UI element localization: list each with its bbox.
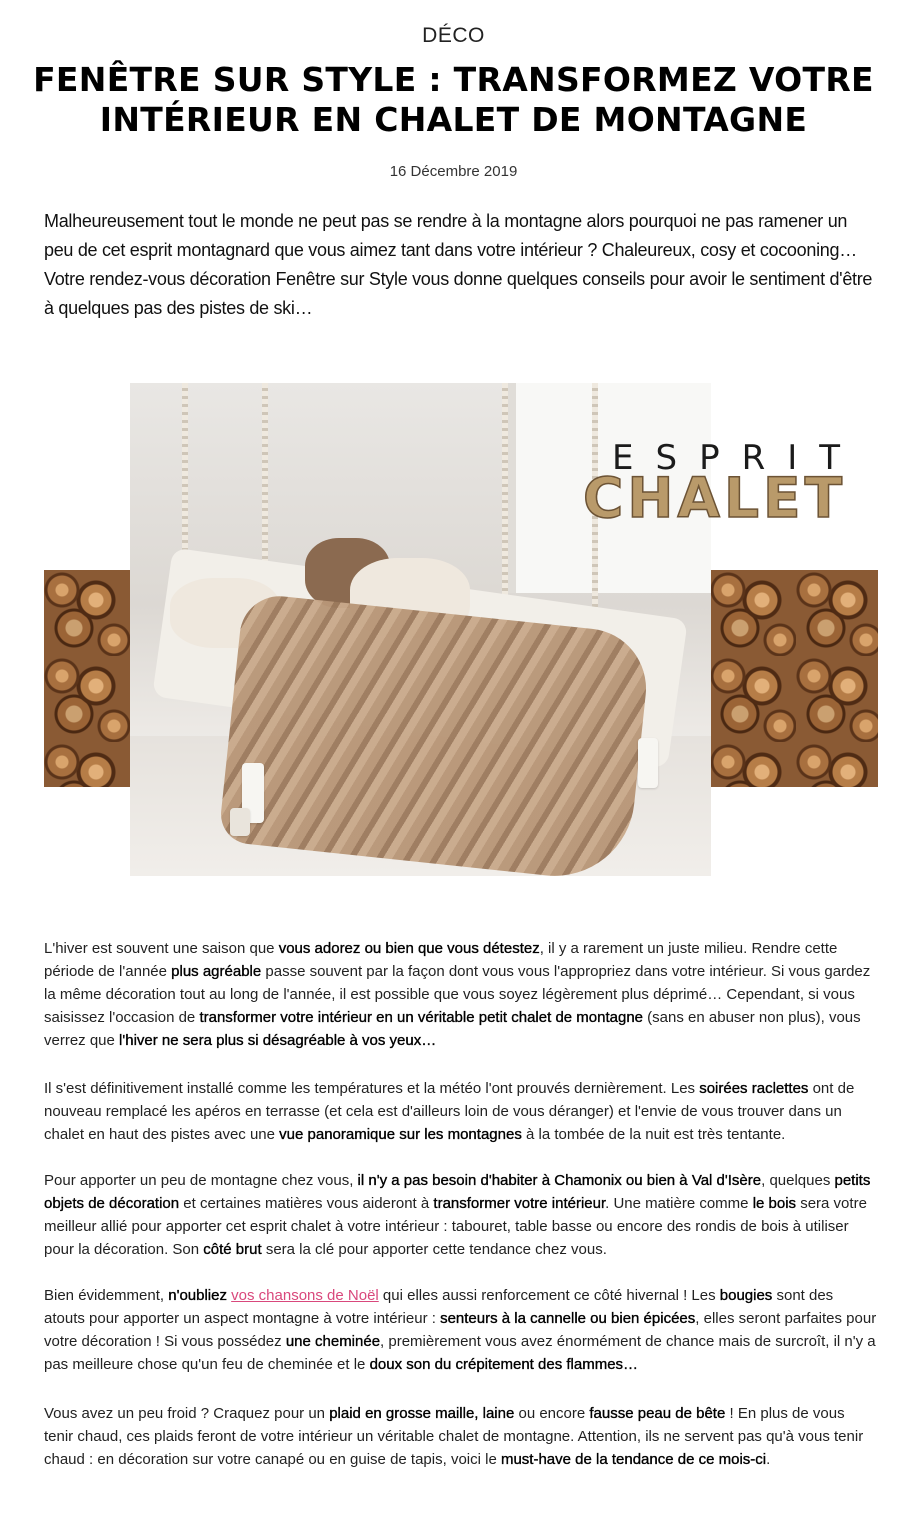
candle-jar-image [230, 808, 250, 836]
paragraph-text: sera la clé pour apporter cette tendance chez vous. [261, 1241, 607, 1258]
emphasis-text: senteurs à la cannelle ou bien épicées [440, 1310, 696, 1327]
hero-image [44, 383, 878, 876]
article-title [20, 60, 887, 140]
emphasis-text: transformer votre intérieur en un véritable petit chalet de montagne [199, 1009, 644, 1026]
paragraph-text: Pour apporter un peu de montagne chez vous, [44, 1172, 358, 1189]
paragraph-text: . Une matière comme [605, 1195, 753, 1212]
emphasis-text: vue panoramique sur les montagnes [279, 1126, 522, 1143]
paragraph-text: sont des atouts pour apporter un aspect montagne à votre intérieur : [44, 1287, 834, 1327]
paragraph-text: , il y a rarement un juste milieu. Rendre cette période de l'année [44, 940, 838, 980]
paragraph-text: (sans en abuser non plus), vous verrez que [44, 1009, 861, 1049]
paragraph-text: à la tombée de la nuit est très tentante. [521, 1126, 786, 1143]
emphasis-text: l'hiver ne sera plus si désagréable à vos yeux… [119, 1032, 437, 1049]
article-intro: Malheureusement tout le monde ne peut pas se rendre à la montagne alors pourquoi ne pas ramener un peu de cet esprit montagnard que vous aimez tant dans votre intérieur ? Chaleureux, cosy et cocooning… Votre rendez-vous décoration Fenêtre sur Style vous donne quelques conseils pour avoir le sentiment d'être à quelques pas des pistes de ski… [44, 211, 873, 318]
paragraph-text: qui elles aussi renforcement ce côté hivernal ! Les [378, 1287, 720, 1304]
paragraph-text: , elles seront parfaites pour votre décoration ! Si vous possédez [44, 1310, 877, 1350]
emphasis-text: transformer votre intérieur [433, 1195, 606, 1212]
wood-logs-left-image [44, 570, 130, 787]
emphasis-text: une cheminée [285, 1333, 381, 1350]
emphasis-text: plus agréable [171, 963, 262, 980]
article-paragraph-2 [44, 1077, 877, 1146]
paragraph-text: , quelques [761, 1172, 835, 1189]
emphasis-text: côté brut [203, 1241, 262, 1258]
emphasis-text: plaid en grosse maille, laine [329, 1405, 515, 1422]
emphasis-text: vous adorez ou bien que vous détestez [278, 940, 540, 957]
emphasis-text: petits objets de décoration [44, 1172, 871, 1212]
candle-right-image [638, 738, 658, 788]
paragraph-text: ! En plus de vous tenir chaud, ces plaids feront de votre intérieur un véritable chalet de montagne. Attention, ils ne servent pas qu'à vous tenir chaud : en décoration sur votre canapé ou en guise de tapis, voici le [44, 1405, 864, 1468]
logo-chalet-text: CHALET [583, 466, 847, 530]
emphasis-text: fausse peau de bête [589, 1405, 726, 1422]
emphasis-text: n'oubliez [168, 1287, 232, 1304]
rope-right-image [502, 383, 508, 623]
paragraph-text: ont de nouveau remplacé les apéros en terrasse (et cela est d'ailleurs loin de vous déranger) et l'envie de vous trouver dans un chalet en haut des pistes avec une [44, 1080, 855, 1143]
knit-blanket-image [218, 592, 652, 876]
paragraph-text: sera votre meilleur allié pour apporter cet esprit chalet à votre intérieur : tabouret, table basse ou encore des rondis de bois à utiliser pour la décoration. Son [44, 1195, 867, 1258]
wood-logs-right-image [710, 570, 878, 787]
article-category[interactable]: DÉCO [422, 24, 485, 47]
paragraph-text: ou encore [514, 1405, 590, 1422]
emphasis-text: soirées raclettes [699, 1080, 809, 1097]
paragraph-text: Vous avez un peu froid ? Craquez pour un [44, 1405, 330, 1422]
paragraph-text: , premièrement vous avez énormément de chance mais de surcroît, il n'y a pas meilleure chose qu'un feu de cheminée et le [44, 1333, 876, 1373]
article-paragraph-1 [44, 937, 877, 1052]
paragraph-text: L'hiver est souvent une saison que [44, 940, 279, 957]
emphasis-text: il n'y a pas besoin d'habiter à Chamonix ou bien à Val d'Isère [357, 1172, 762, 1189]
article-date: 16 Décembre 2019 [389, 163, 518, 180]
esprit-chalet-logo [558, 438, 878, 548]
article-paragraph-5 [44, 1402, 877, 1471]
article-paragraph-4 [44, 1284, 877, 1376]
logo-esprit-text: ESPRIT [612, 438, 862, 478]
paragraph-text: passe souvent par la façon dont vous vous l'appropriez dans votre intérieur. Si vous gardez la même décoration tout au long de l'année, il est possible que vous soyez légèrement plus déprimé… Cependant, si vous saisissez l'occasion de [44, 963, 871, 1026]
emphasis-text: must-have de la tendance de ce mois-ci [500, 1451, 767, 1468]
paragraph-text: . [766, 1451, 771, 1468]
emphasis-text: le bois [752, 1195, 797, 1212]
article-paragraph-3 [44, 1169, 877, 1261]
title-line-2: INTÉRIEUR EN CHALET DE MONTAGNE [99, 100, 808, 139]
paragraph-text: Il s'est définitivement installé comme les températures et la météo l'ont prouvés dernièrement. Les [44, 1080, 700, 1097]
emphasis-text: doux son du crépitement des flammes… [369, 1356, 639, 1373]
paragraph-text: Bien évidemment, [44, 1287, 169, 1304]
chansons-noel-link[interactable]: vos chansons de Noël [231, 1287, 379, 1304]
emphasis-text: bougies [719, 1287, 773, 1304]
paragraph-text: et certaines matières vous aideront à [179, 1195, 434, 1212]
title-line-1: FENÊTRE SUR STYLE : TRANSFORMEZ VOTRE [33, 60, 874, 99]
